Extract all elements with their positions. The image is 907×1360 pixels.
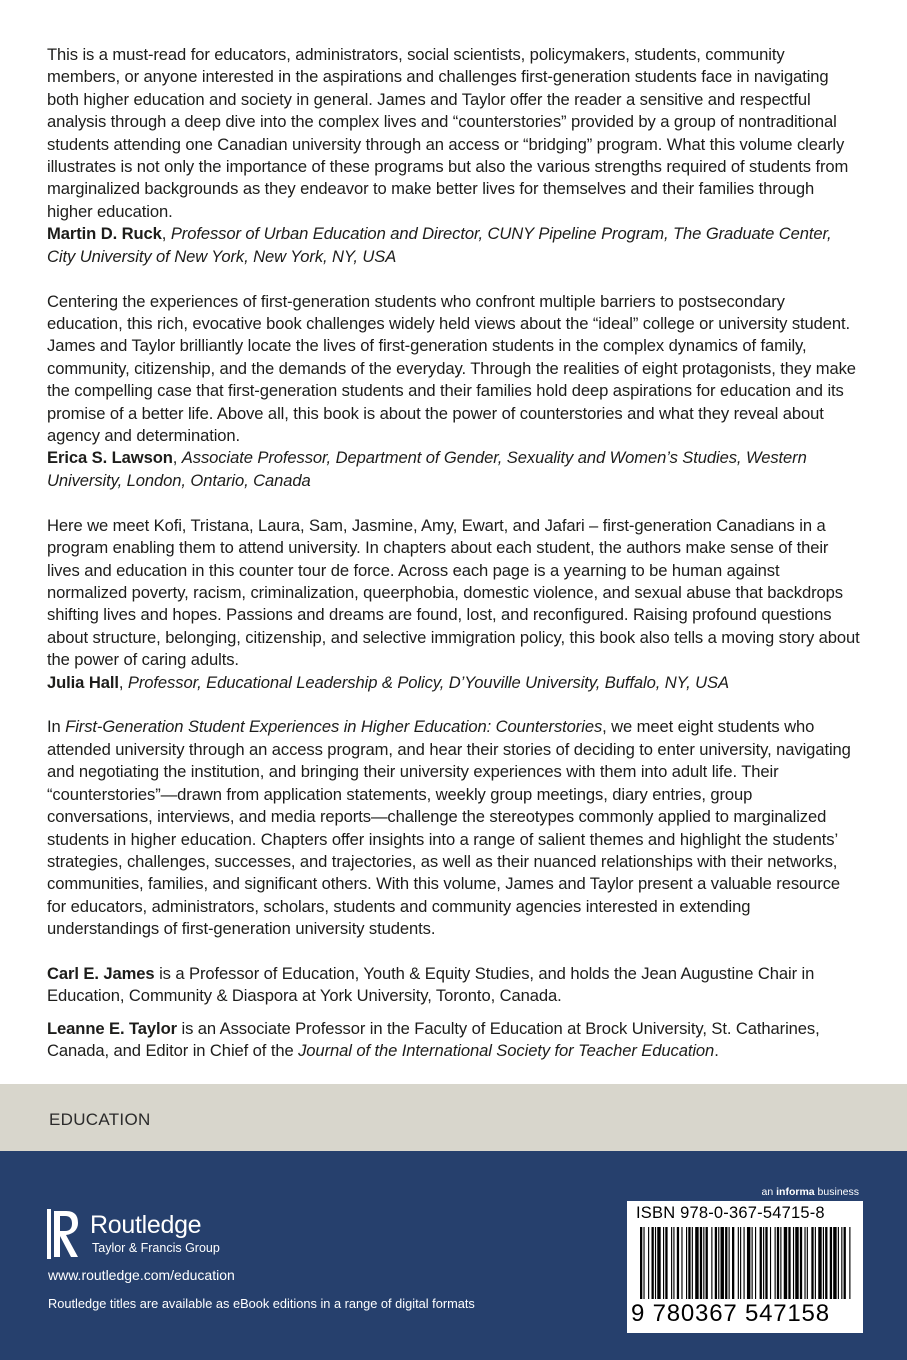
barcode: [627, 1201, 863, 1333]
author-bio-text: is a Professor of Education, Youth & Equity Studies, and holds the Jean Augustine Chair in Education, Community & Diaspora at York University, Toronto, Canada.: [47, 964, 815, 1006]
author-bio-text: is an Associate Professor in the Faculty of Education at Brock University, St. Catharines, Canada, and Editor in Chief of the: [47, 1018, 820, 1061]
informa-word: informa: [776, 1186, 815, 1198]
endorser-name: Julia Hall: [47, 672, 119, 692]
endorser-role: Professor, Educational Leadership & Policy, D’Youville University, Buffalo, NY, USA: [127, 672, 729, 692]
publisher-url[interactable]: www.routledge.com/education: [48, 1267, 235, 1283]
informa-prefix: an: [761, 1186, 777, 1198]
endorsement-text: Here we meet Kofi, Tristana, Laura, Sam, Jasmine, Amy, Ewart, and Jafari – first-generation Canadians in a program enabling them to attend university. In chapters about each student, the authors make sense of their lives and education in this counter tour de force. Across each page is a yearning to be human against normalized poverty, racism, criminalization, queerphobia, domestic violence, and sexual abuse that backdrops shifting lives and hopes. Passions and dreams are found, lost, and reconfigured. Raising profound questions about structure, belonging, citizenship, and selective immigration policy, this book also tells a moving story about the power of caring adults.: [47, 515, 860, 670]
endorsement-text: Centering the experiences of first-generation students who confront multiple barriers to postsecondary education, this rich, evocative book challenges widely held views about the “ideal” college or university student. James and Taylor brilliantly locate the lives of first-generation students in the complex dynamics of family, community, citizenship, and the demands of the everyday. Through the realities of eight protagonists, they make the compelling case that first-generation students and their families hold deep aspirations for education and its promise of a better life. Above all, this book is about the power of counterstories and what they reveal about agency and determination.: [47, 291, 856, 445]
subject-band: [0, 1084, 907, 1151]
endorsement-attribution: Martin D. Ruck, Professor of Urban Education and Director, CUNY Pipeline Program, The Graduate Center, City University of New York, New York, NY, USA: [47, 224, 832, 266]
endorser-role: Professor of Urban Education and Director, CUNY Pipeline Program, The Graduate Center, City University of New York, New York, NY, USA: [47, 224, 832, 266]
barcode-bars: [640, 1227, 852, 1299]
isbn-label: ISBN 978-0-367-54715-8: [636, 1204, 825, 1222]
publisher-footer: [0, 1151, 907, 1360]
endorser-role: Associate Professor, Department of Gender, Sexuality and Women’s Studies, Western University, London, Ontario, Canada: [47, 448, 807, 490]
description-prefix: In: [47, 717, 66, 737]
endorsement-attribution: Erica S. Lawson, Associate Professor, Department of Gender, Sexuality and Women’s Studies, Western University, London, Ontario, Canada: [47, 448, 807, 490]
journal-title: Journal of the International Society for Teacher Education: [298, 1041, 715, 1061]
subject-label: EDUCATION: [49, 1110, 151, 1129]
barcode-digits: 9 780367 547158: [631, 1300, 830, 1327]
ebook-note: Routledge titles are available as eBook editions in a range of digital formats: [48, 1296, 475, 1311]
description-body: , we meet eight students who attended university through an access program, and hear their stories of deciding to enter university, navigating and negotiating the institution, and bringing their university experiences with them into adult life. Their “counterstories”—drawn from application statements, weekly group meetings, diary entries, group conversations, interviews, and media reports—challenge the stereotypes commonly applied to marginalized students in higher education. Chapters offer insights into a range of salient themes and highlight the students’ strategies, challenges, successes, and trajectories, as well as their nuanced relationships with their networks, communities, families, and significant others. With this volume, James and Taylor present a valuable resource for educators, administrators, scholars, students and community agencies interested in extending understandings of first-generation university students.: [47, 717, 851, 939]
endorser-name: Martin D. Ruck: [47, 224, 162, 244]
back-cover-text: [47, 44, 862, 1063]
informa-business: [762, 1186, 859, 1198]
author-bio-suffix: .: [714, 1041, 719, 1061]
author-name: Carl E. James: [47, 964, 155, 984]
endorser-name: Erica S. Lawson: [47, 448, 173, 468]
publisher-name: Routledge: [90, 1211, 202, 1239]
author-bio: [47, 963, 862, 1008]
publisher-group: Taylor & Francis Group: [92, 1241, 220, 1255]
author-bio: [47, 1018, 862, 1063]
endorsement-attribution: Julia Hall, Professor, Educational Leadership & Policy, D’Youville University, Buffalo, NY, USA: [47, 672, 729, 692]
book-description: [47, 716, 862, 940]
endorsement-text: This is a must-read for educators, administrators, social scientists, policymakers, students, community members, or anyone interested in the aspirations and challenges first-generation students face in navigating both higher education and society in general. James and Taylor offer the reader a sensitive and respectful analysis through a deep dive into the complex lives and “counterstories” provided by a group of nontraditional students attending one Canadian university through an access or “bridging” program. What this volume clearly illustrates is not only the importance of these programs but also the various strengths required of students from marginalized backgrounds as they endeavor to make better lives for themselves and their families through higher education.: [47, 45, 849, 221]
informa-suffix: business: [814, 1186, 859, 1198]
author-name: Leanne E. Taylor: [47, 1018, 177, 1038]
routledge-r-logo-icon: [46, 1207, 80, 1261]
book-title: First-Generation Student Experiences in Higher Education: Counterstories: [65, 717, 603, 737]
